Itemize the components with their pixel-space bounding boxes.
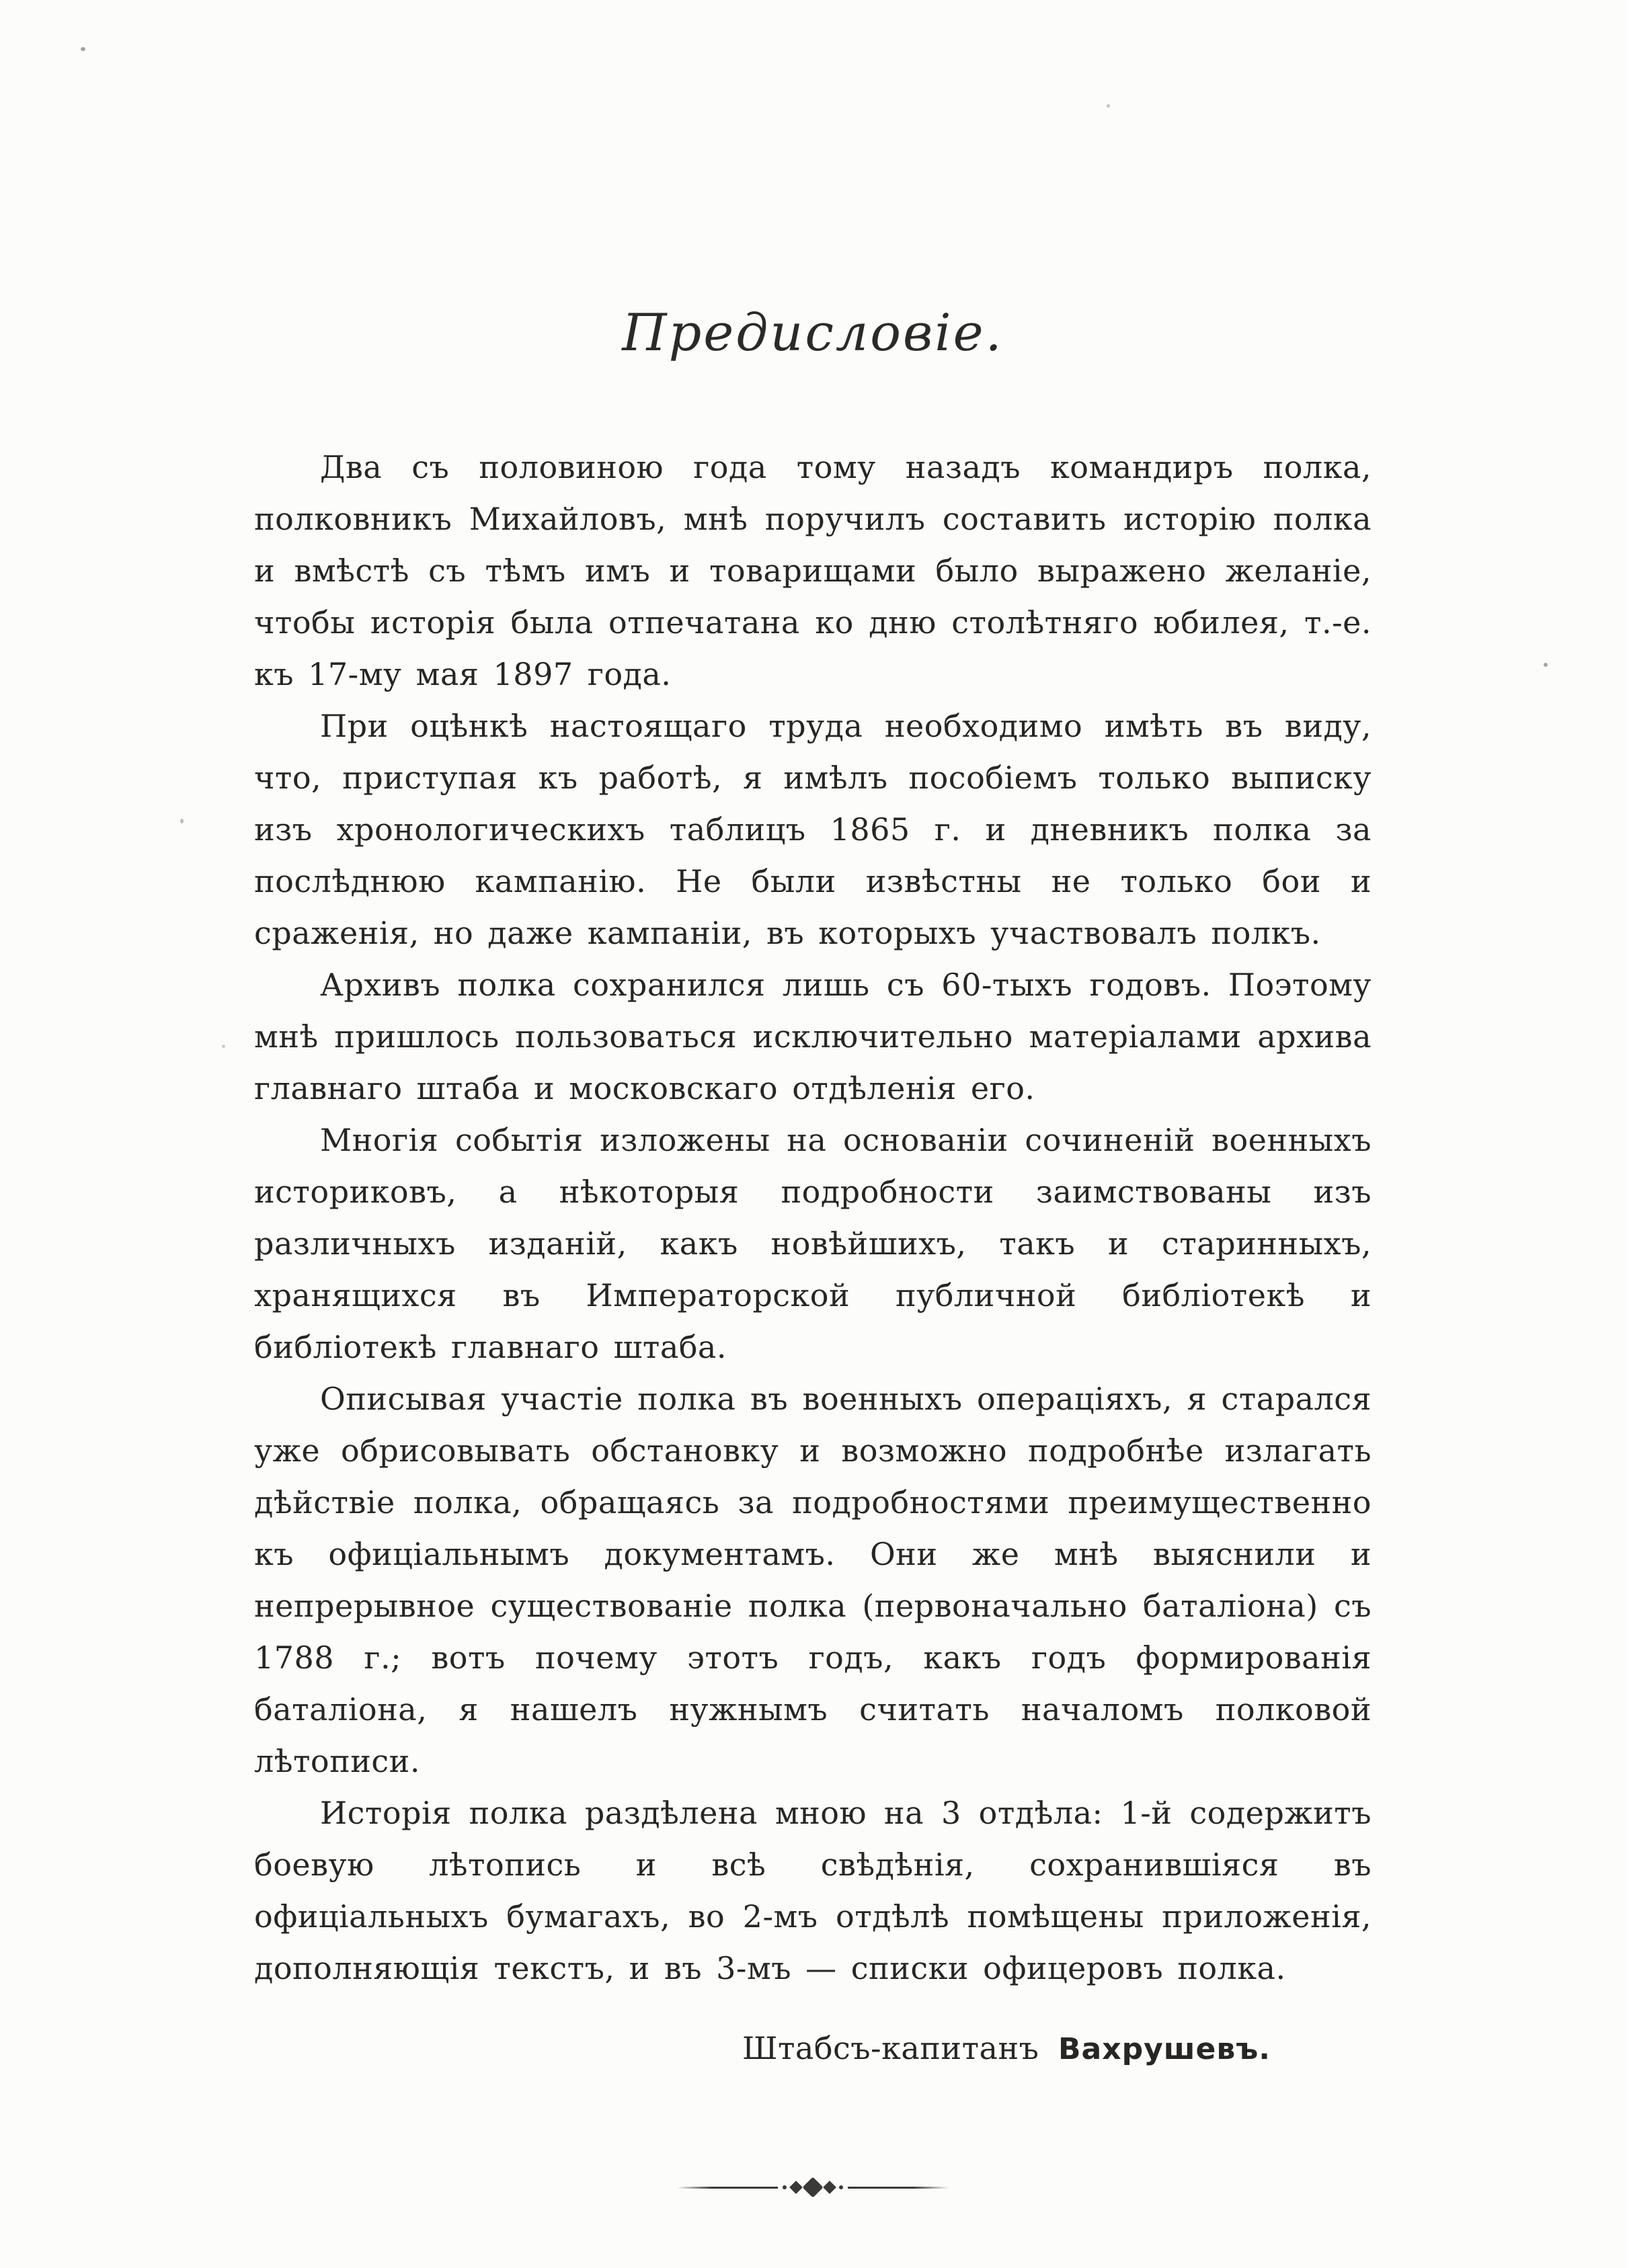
signature-rank: Штабсъ-капитанъ <box>742 2030 1039 2066</box>
scan-speck <box>81 47 85 51</box>
scan-speck <box>180 819 184 823</box>
author-signature <box>254 2023 1271 2075</box>
signature-name: Вахрушевъ. <box>1058 2032 1271 2066</box>
divider-diamond <box>823 2181 836 2194</box>
paragraph: Описывая участіе полка въ военныхъ операціяхъ, я старался уже обрисовывать обстановку и возможно подробнѣе излагать дѣйствіе полка, обращаясь за подробностями преимущественно къ офиціальнымъ документамъ. Они же мнѣ выяснили и непрерывное существованіе полка (первоначально баталіона) съ 1788 г.; вотъ почему этотъ годъ, какъ годъ формированія баталіона, я нашелъ нужнымъ считать началомъ полковой лѣтописи. <box>254 1381 1372 1779</box>
scan-speck <box>1544 663 1548 667</box>
divider-diamond <box>802 2177 823 2197</box>
divider-rule <box>677 2187 778 2189</box>
scan-speck <box>222 1045 225 1048</box>
paragraph: Многія событія изложены на основаніи сочиненій военныхъ историковъ, а нѣкоторыя подробности заимствованы изъ различныхъ изданій, какъ новѣйшихъ, такъ и старинныхъ, хранящихся въ Императорской публичной библіотекѣ и библіотекѣ главнаго штаба. <box>254 1122 1372 1365</box>
page-title: Предисловіе. <box>622 302 1004 362</box>
divider-dot <box>783 2185 787 2189</box>
divider-rule <box>848 2187 949 2189</box>
text-block <box>254 302 1372 2197</box>
preface-body <box>254 442 1372 1994</box>
divider-dot <box>839 2185 843 2189</box>
divider-diamond <box>789 2181 803 2194</box>
paragraph: Исторія полка раздѣлена мною на 3 отдѣла: 1-й содержитъ боевую лѣтопись и всѣ свѣдѣнія, сохранившіяся въ офиціальныхъ бумагахъ, во 2-мъ отдѣлѣ помѣщены приложенія, дополняющія текстъ, и въ 3-мъ — списки офицеровъ полка. <box>254 1795 1372 1986</box>
paragraph: Два съ половиною года тому назадъ командиръ полка, полковникъ Михайловъ, мнѣ поручилъ составить исторію полка и вмѣстѣ съ тѣмъ имъ и товарищами было выражено желаніе, чтобы исторія была отпечатана ко дню столѣтняго юбилея, т.-е. къ 17-му мая 1897 года. <box>254 449 1372 692</box>
paragraph: При оцѣнкѣ настоящаго труда необходимо имѣть въ виду, что, приступая къ работѣ, я имѣлъ пособіемъ только выписку изъ хронологическихъ таблицъ 1865 г. и дневникъ полка за послѣднюю кампанію. Не были извѣстны не только бои и сраженія, но даже кампаніи, въ которыхъ участвовалъ полкъ. <box>254 708 1372 951</box>
paragraph: Архивъ полка сохранился лишь съ 60-тыхъ годовъ. Поэтому мнѣ пришлось пользоваться исключительно матеріалами архива главнаго штаба и московскаго отдѣленія его. <box>254 967 1372 1106</box>
ornamental-divider-icon <box>254 2177 1372 2197</box>
scan-speck <box>1107 104 1110 108</box>
